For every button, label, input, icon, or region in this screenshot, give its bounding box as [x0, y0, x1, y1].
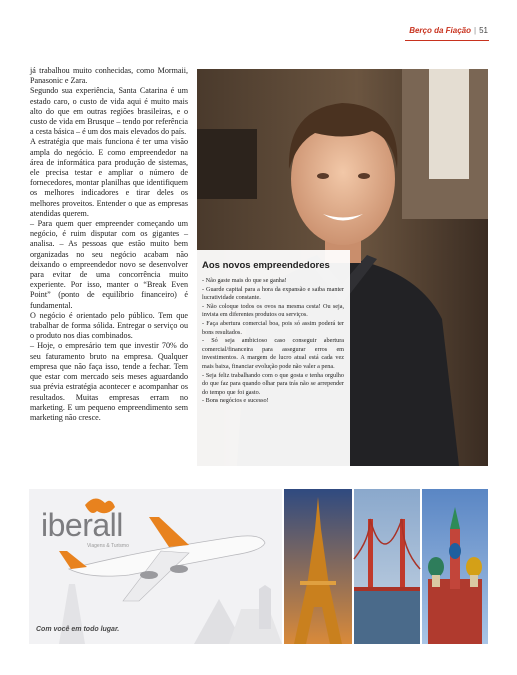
- sidebar-tip: - Seja feliz trabalhando com o que gosta e tenha orgulho do que faz para quando olhar para trás não se arrepender do tempo que foi gasto.: [202, 371, 344, 396]
- article-paragraph: Segundo sua experiência, Santa Catarina é um estado caro, o custo de vida aqui é muito mais alto do que em outras regiões brasileiras, e o custo de vida em Brusque – tendo por referência a cesta básica – é um dos mais elevados do país.: [30, 86, 188, 137]
- article-column: [30, 66, 188, 423]
- sidebar-tip: - Faça abertura comercial boa, pois só assim poderá ter bons resultados.: [202, 319, 344, 336]
- sidebar-tip: - Só seja ambicioso caso conseguir abertura comercial/financeira para assegurar erros em investimentos. A margem de lucro atual está cada vez mais baixa, financiar evolução pode não valer a pena.: [202, 337, 344, 370]
- brand-logo: iberall: [41, 507, 123, 543]
- sidebar-tip: - Não gaste mais do que se ganha!: [202, 277, 287, 284]
- sidebar-tip: - Bons negócios e sucesso!: [202, 397, 269, 405]
- travel-ad-landmarks: [284, 489, 488, 644]
- tips-sidebar: [197, 250, 350, 466]
- header-separator: |: [474, 26, 477, 35]
- sidebar-tip: - Guarde capital para a hora da expansão e saiba manter lucratividade constante.: [202, 285, 344, 302]
- sidebar-tip: - Não coloque todos os ovos na mesma cesta! Ou seja, invista em diferentes produtos ou serviços.: [202, 302, 344, 319]
- article-paragraph: O negócio é orientado pelo público. Tem que trabalhar de forma sólida. Entregar o serviço ou o produto nos dias combinados.: [30, 310, 188, 341]
- publication-name: Berço da Fiação: [409, 26, 472, 35]
- page-number: 51: [479, 26, 488, 35]
- travel-ad-left: [29, 489, 282, 644]
- ad-tagline: Com você em todo lugar.: [36, 626, 120, 633]
- article-paragraph: já trabalhou muito conhecidas, como Mormaii, Panasonic e Zara.: [30, 66, 188, 86]
- article-paragraph: – Hoje, o empresário tem que investir 70% do seu faturamento bruto na empresa. Qualquer empresa que não faça isso, tende a fechar. Tem que estar com mercado seis meses aguardando sua prévia estratégia acontecer e acompanhar os resultados. Muitas empresas erram no marketing. E um pequeno empreendimento sem marketing não cresce.: [30, 341, 188, 422]
- landmarks-illustration: [284, 489, 488, 644]
- article-paragraph: – Para quem quer empreender começando um negócio, é ruim disputar com os gigantes – analisa. – As pessoas que estão muito bem organizadas no seu negócio acabam não deixando o empreendedor novo se desenvolver para evitar de uma concorrência muito experiente. Por isso, manter o “Break Even Point” (ponto de equilíbrio financeiro) é fundamental.: [30, 219, 188, 310]
- brand-subtitle: Viagens & Turismo: [87, 543, 129, 549]
- header-rule: [405, 40, 489, 41]
- article-paragraph: A estratégia que mais funciona é ter uma visão ampla do negócio. E como empreendedor na área de informática para produção de sistemas, ele precisa testar e ampliar o número de fornecedores, montar planilhas que identifiquem os melhores indicadores e tirar deles os melhores proveitos. Entender o que as empresas atendidas querem.: [30, 137, 188, 218]
- sidebar-title: Aos novos empreendedores: [202, 260, 330, 271]
- page-header: [409, 25, 488, 36]
